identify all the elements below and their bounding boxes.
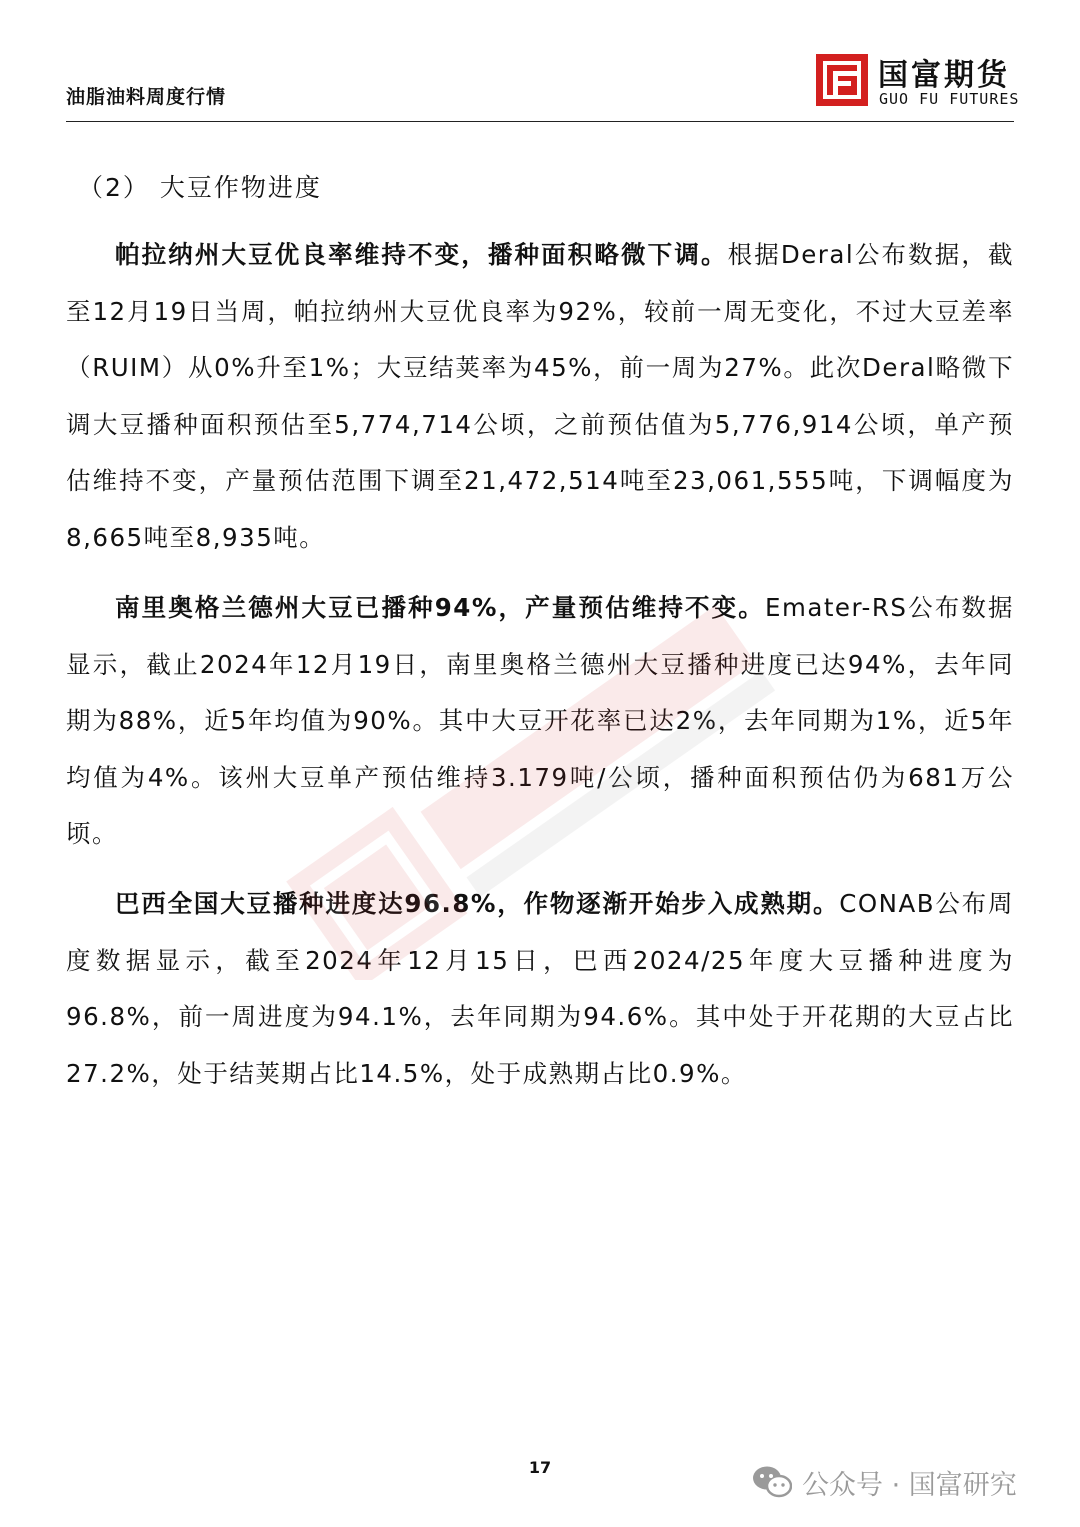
paragraph-body: Emater-RS公布数据显示，截止2024年12月19日，南里奥格兰德州大豆播种进度已达94%，去年同期为88%，近5年均值为90%。其中大豆开花率已达2%，去年同期为1%，近5年均值为4%。该州大豆单产预估维持3.179吨/公顷，播种面积预估仍为681万公顷。 bbox=[66, 593, 1015, 848]
logo-mark-icon bbox=[816, 54, 868, 106]
paragraph-body: CONAB公布周度数据显示，截至2024年12月15日，巴西2024/25年度大豆播种进度为96.8%，前一周进度为94.1%，去年同期为94.6%。其中处于开花期的大豆占比27.2%，处于结荚期占比14.5%，处于成熟期占比0.9%。 bbox=[66, 889, 1014, 1088]
paragraph-brazil-national bbox=[66, 876, 1014, 1102]
wechat-account-badge[interactable] bbox=[752, 1462, 1017, 1502]
logo-chinese-name: 国富期货 bbox=[878, 58, 1010, 93]
report-title: 油脂油料周度行情 bbox=[66, 86, 227, 108]
paragraph-body: 根据Deral公布数据，截至12月19日当周，帕拉纳州大豆优良率为92%，较前一周无变化，不过大豆差率（RUIM）从0%升至1%；大豆结荚率为45%，前一周为27%。此次Deral略微下调大豆播种面积预估至5,774,714公顷，之前预估值为5,776,914公顷，单产预估维持不变，产量预估范围下调至21,472,514吨至23,061,555吨，下调幅度为8,665吨至8,935吨。 bbox=[66, 240, 1014, 552]
paragraph-rio-grande-do-sul bbox=[66, 580, 1014, 863]
paragraph-lead: 帕拉纳州大豆优良率维持不变，播种面积略微下调。 bbox=[115, 240, 728, 269]
wechat-account-label: 公众号 · 国富研究 bbox=[802, 1469, 1017, 1501]
paragraph-lead: 巴西全国大豆播种进度达96.8%，作物逐渐开始步入成熟期。 bbox=[115, 889, 840, 918]
page-number: 17 bbox=[528, 1458, 552, 1477]
company-logo bbox=[816, 54, 1020, 108]
logo-english-name: GUO FU FUTURES bbox=[879, 90, 1020, 108]
section-heading: （2） 大豆作物进度 bbox=[78, 173, 322, 202]
paragraph-parana bbox=[66, 227, 1014, 566]
header-divider bbox=[66, 121, 1014, 122]
paragraph-lead: 南里奥格兰德州大豆已播种94%，产量预估维持不变。 bbox=[115, 593, 765, 622]
wechat-icon bbox=[752, 1464, 792, 1500]
